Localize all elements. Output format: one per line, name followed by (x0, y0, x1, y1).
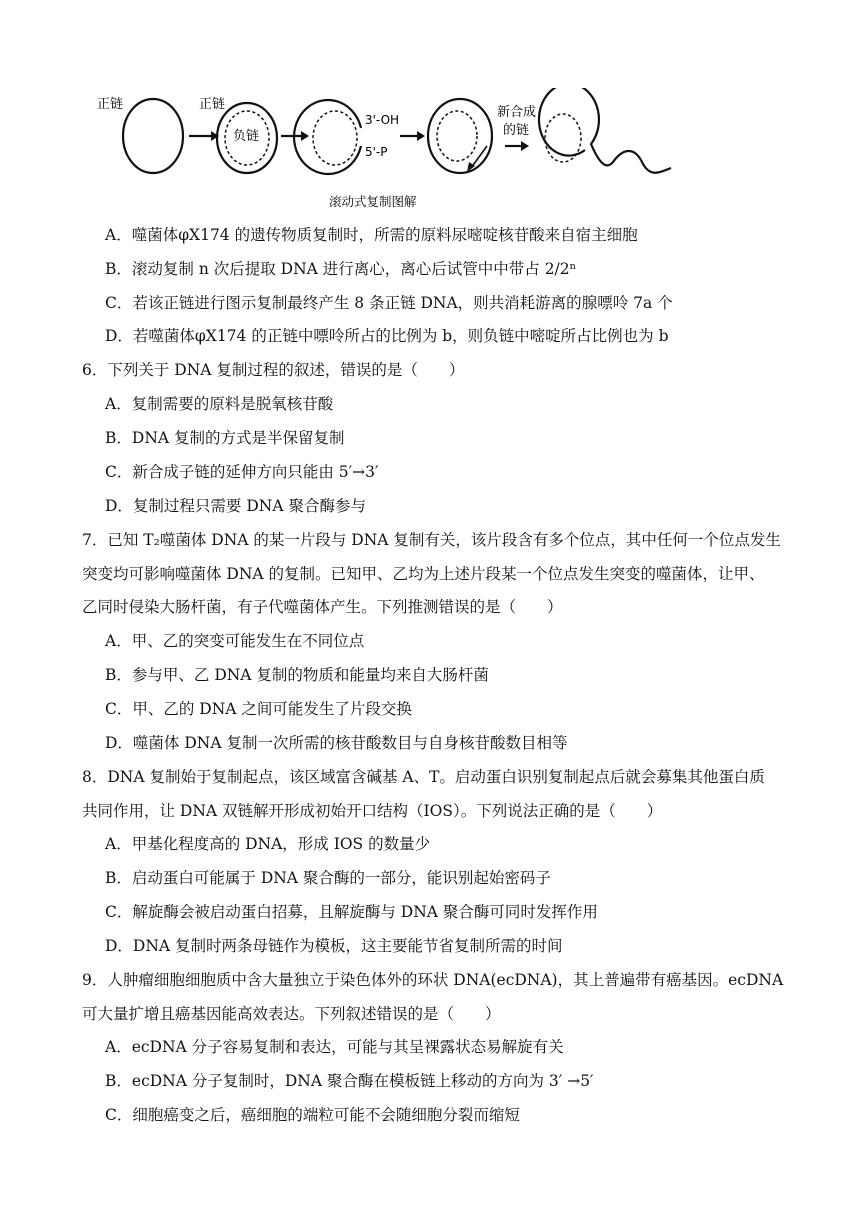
q6-option-c: C．新合成子链的延伸方向只能由 5′→3′ (105, 463, 379, 481)
q6-option-b: B．DNA 复制的方式是半保留复制 (105, 429, 345, 447)
label-3-oh: 3'-OH (365, 113, 400, 127)
q7-stem-line-2: 突变均可影响噬菌体 DNA 的复制。已知甲、乙均为上述片段某一个位点发生突变的噬菌体，让甲、 (82, 565, 765, 583)
q7-option-a: A．甲、乙的突变可能发生在不同位点 (105, 632, 365, 650)
q5-option-d: D．若噬菌体φX174 的正链中嘌呤所占的比例为 b，则负链中嘧啶所占比例也为 b (105, 327, 669, 345)
q9-stem-line-1: 9．人肿瘤细胞细胞质中含大量独立于染色体外的环状 DNA(ecDNA)，其上普遍带有癌基因。ecDNA (82, 971, 784, 989)
q5-option-c: C．若该正链进行图示复制最终产生 8 条正链 DNA，则共消耗游离的腺嘌呤 7a 个 (105, 294, 673, 312)
circle-positive-strand (123, 99, 183, 173)
label-positive-strand-2: 正链 (199, 97, 226, 112)
q5-option-a: A．噬菌体φX174 的遗传物质复制时，所需的原料尿嘧啶核苷酸来自宿主细胞 (105, 226, 638, 244)
q8-option-c: C．解旋酶会被启动蛋白招募，且解旋酶与 DNA 聚合酶可同时发挥作用 (105, 903, 598, 921)
arrow-icon (417, 131, 425, 141)
label-new-chain-1: 新合成 (497, 105, 537, 120)
q8-option-d: D．DNA 复制时两条母链作为模板，这主要能节省复制所需的时间 (105, 937, 563, 955)
q8-stem-line-1: 8．DNA 复制始于复制起点，该区域富含碱基 A、T。启动蛋白识别复制起点后就会募集其他蛋白质 (82, 768, 765, 786)
rolling-circle-figure (95, 88, 675, 218)
q8-option-b: B．启动蛋白可能属于 DNA 聚合酶的一部分，能识别起始密码子 (105, 869, 551, 887)
q7-option-d: D．噬菌体 DNA 复制一次所需的核苷酸数目与自身核苷酸数目相等 (105, 734, 568, 752)
q7-stem-line-1: 7．已知 T₂噬菌体 DNA 的某一片段与 DNA 复制有关，该片段含有多个位点，其中任何一个位点发生 (82, 531, 781, 549)
q8-stem-line-2: 共同作用，让 DNA 双链解开形成初始开口结构（IOS）。下列说法正确的是（ ） (82, 802, 663, 820)
q9-option-c: C．细胞癌变之后，癌细胞的端粒可能不会随细胞分裂而缩短 (105, 1106, 520, 1124)
q9-option-a: A．ecDNA 分子容易复制和表达，可能与其呈裸露状态易解旋有关 (105, 1038, 564, 1056)
arrow-icon (301, 131, 309, 141)
q7-stem-line-3: 乙同时侵染大肠杆菌，有子代噬菌体产生。下列推测错误的是（ ） (82, 598, 563, 616)
rolling-circle-diagram (95, 88, 675, 218)
rolling-circle-tail (539, 88, 671, 173)
label-negative-strand: 负链 (233, 129, 260, 144)
circle-stage-4 (428, 99, 492, 173)
inner-new-strand (437, 111, 477, 161)
q5-option-b: B．滚动复制 n 次后提取 DNA 进行离心，离心后试管中中带占 2/2ⁿ (105, 260, 577, 278)
figure-caption: 滚动式复制图解 (329, 194, 417, 209)
q7-option-b: B．参与甲、乙 DNA 复制的物质和能量均来自大肠杆菌 (105, 666, 489, 684)
q9-stem-line-2: 可大量扩增且癌基因能高效表达。下列叙述错误的是（ ） (82, 1005, 501, 1023)
arrow-icon (521, 141, 529, 151)
q6-stem: 6．下列关于 DNA 复制过程的叙述，错误的是（ ） (82, 361, 465, 379)
inner-template (313, 111, 357, 165)
q6-option-d: D．复制过程只需要 DNA 聚合酶参与 (105, 497, 366, 515)
label-new-chain-2: 的链 (503, 123, 530, 138)
q7-option-c: C．甲、乙的 DNA 之间可能发生了片段交换 (105, 700, 412, 718)
q6-option-a: A．复制需要的原料是脱氧核苷酸 (105, 395, 334, 413)
label-5-p: 5'-P (365, 145, 388, 159)
q8-option-a: A．甲基化程度高的 DNA，形成 IOS 的数量少 (105, 835, 431, 853)
label-positive-strand: 正链 (97, 97, 124, 112)
q9-option-b: B．ecDNA 分子复制时，DNA 聚合酶在模板链上移动的方向为 3′ →5′ (105, 1072, 594, 1090)
